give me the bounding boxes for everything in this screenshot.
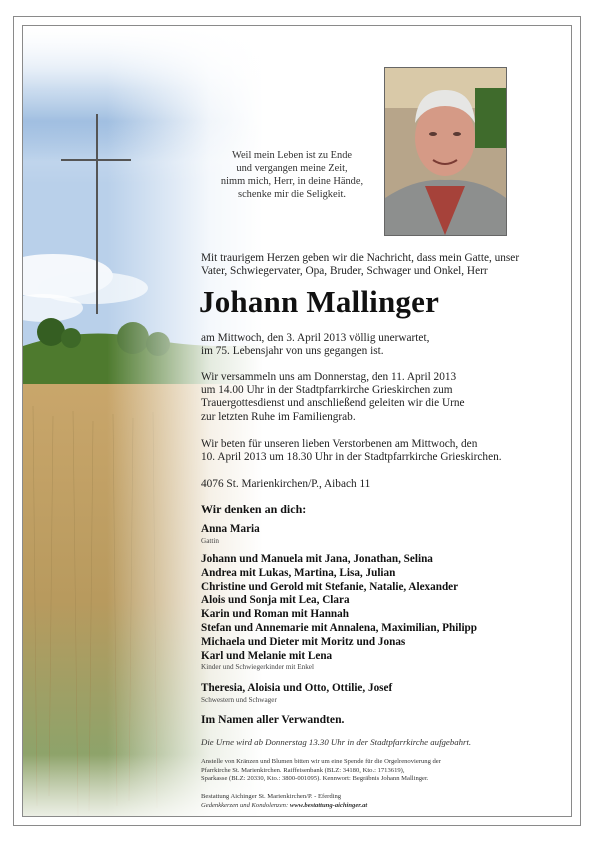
undertaker-info	[201, 793, 566, 810]
condolence-line	[201, 802, 566, 811]
portrait-image	[385, 68, 506, 235]
donation-line: Anstelle von Kränzen und Blumen bitten wir um eine Spende für die Orgelrenovierung der	[201, 758, 441, 765]
urn-note: Die Urne wird ab Donnerstag 13.30 Uhr in der Stadtpfarrkirche aufgebahrt.	[201, 737, 472, 747]
poem-line: nimm mich, Herr, in deine Hände,	[220, 176, 364, 187]
donation-line: Pfarrkirche St. Marienkirchen. Raiffeisenbank (BLZ: 34180, Kto.: 1713619),	[201, 766, 405, 774]
death-line: am Mittwoch, den 3. April 2013 völlig unerwartet,	[201, 332, 430, 344]
funeral-line: Trauergottesdienst und anschließend geleiten wir die Urne	[201, 397, 465, 410]
siblings-names: Theresia, Aloisia und Otto, Ottilie, Josef	[201, 682, 393, 694]
deceased-name: Johann Mallinger	[199, 284, 440, 319]
funeral-line: um 14.00 Uhr in der Stadtpfarrkirche Grieskirchen zum	[201, 384, 453, 397]
funeral-line: zur letzten Ruhe im Familiengrab.	[201, 410, 356, 423]
prayer-line: Wir beten für unseren lieben Verstorbenen am Mittwoch, den	[201, 438, 478, 450]
children-line: Christine und Gerold mit Stefanie, Natalie, Alexander	[201, 580, 459, 593]
relatives-line: Im Namen aller Verwandten.	[201, 713, 345, 726]
death-line: im 75. Lebensjahr von uns gegangen ist.	[201, 345, 384, 358]
death-notice	[201, 332, 566, 358]
address: 4076 St. Marienkirchen/P., Aibach 11	[201, 478, 371, 490]
intro-line: Mit traurigem Herzen geben wir die Nachricht, dass mein Gatte, unser	[201, 252, 520, 264]
siblings-block	[201, 682, 566, 705]
spouse-block	[201, 523, 566, 546]
mourners-heading: Wir denken an dich:	[201, 502, 307, 516]
poem	[208, 149, 376, 201]
donation-line: Sparkasse (BLZ: 20330, Kto.: 3800-001095). Kennwort: Begräbnis Johann Mallinger.	[201, 775, 429, 783]
obituary-card	[22, 25, 572, 817]
children-line: Karl und Melanie mit Lena	[201, 649, 333, 662]
children-line: Johann und Manuela mit Jana, Jonathan, Selina	[201, 553, 433, 565]
children-block	[201, 553, 566, 672]
condolence-link[interactable]: www.bestattung-aichinger.at	[289, 801, 368, 809]
funeral-line: Wir versammeln uns am Donnerstag, den 11. April 2013	[201, 371, 457, 383]
children-line: Karin und Roman mit Hannah	[201, 608, 349, 621]
spouse-role: Gattin	[201, 536, 219, 545]
prayer-info	[201, 438, 566, 464]
prayer-line: 10. April 2013 um 18.30 Uhr in der Stadtpfarrkirche Grieskirchen.	[201, 451, 502, 464]
condolence-label: Gedenkkerzen und Kondolenzen:	[201, 801, 289, 809]
funeral-info	[201, 371, 566, 424]
undertaker-name: Bestattung Aichinger St. Marienkirchen/P. - Eferding	[201, 793, 342, 800]
children-role: Kinder und Schwiegerkinder mit Enkel	[201, 663, 314, 672]
intro-line: Vater, Schwiegervater, Opa, Bruder, Schwager und Onkel, Herr	[201, 265, 488, 278]
poem-line: und vergangen meine Zeit,	[236, 163, 348, 174]
poem-line: Weil mein Leben ist zu Ende	[231, 150, 353, 161]
children-line: Alois und Sonja mit Lea, Clara	[201, 594, 350, 607]
poem-line: schenke mir die Seligkeit.	[238, 189, 346, 200]
children-line: Andrea mit Lukas, Martina, Lisa, Julian	[201, 566, 396, 579]
announcement-intro	[201, 252, 566, 278]
children-line: Michaela und Dieter mit Moritz und Jonas	[201, 635, 406, 648]
spouse-name: Anna Maria	[201, 523, 260, 535]
portrait-photo	[384, 67, 507, 236]
siblings-role: Schwestern und Schwager	[201, 695, 277, 704]
donation-note	[201, 758, 566, 784]
children-line: Stefan und Annemarie mit Annalena, Maximilian, Philipp	[201, 621, 477, 634]
